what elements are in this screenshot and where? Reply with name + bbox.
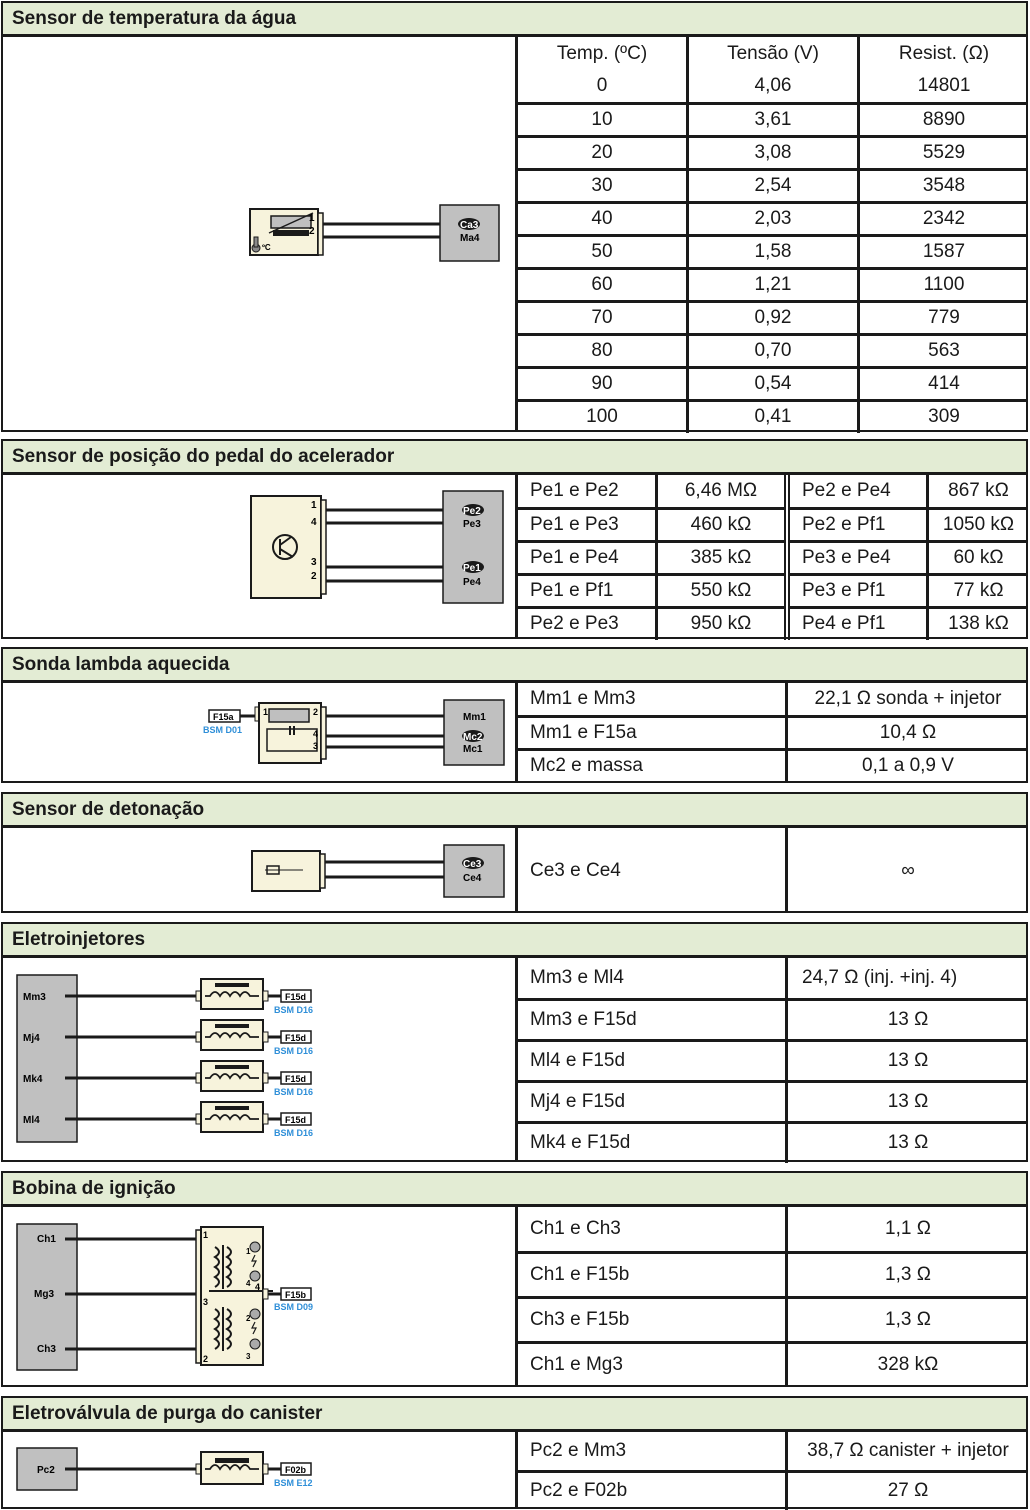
knock-table (518, 828, 1028, 913)
injector-core (215, 1024, 249, 1028)
table-cell: 2,54 (688, 169, 859, 202)
table-row (518, 202, 1028, 235)
pedal-table (518, 475, 1028, 640)
fuse-label: F15d (285, 1115, 307, 1125)
column-header: Temp. (ºC) (518, 37, 688, 70)
ecu-pin-label: Ce3 (463, 859, 482, 870)
pin-label: 1 (309, 213, 315, 224)
table-row (518, 683, 1028, 716)
plug-label: 4 (246, 1279, 251, 1288)
table-cell: 30 (518, 169, 688, 202)
ecu-pin-label: Pe1 (463, 563, 481, 574)
table-row (518, 716, 1028, 749)
table-cell: 24,7 Ω (inj. +inj. 4) (787, 958, 1029, 999)
table-cell: Pc2 e Mm3 (518, 1432, 787, 1471)
injectors-diagram (3, 958, 515, 1162)
table-row (518, 1207, 1028, 1252)
ecu-pin-label: Mc1 (463, 744, 483, 755)
unit-label: ºC (262, 243, 271, 252)
table-cell: 138 kΩ (948, 613, 1009, 635)
table-row (518, 268, 1028, 301)
table-cell: 14801 (859, 70, 1029, 103)
table-cell: 385 kΩ (657, 541, 788, 574)
spark-plug-icon (250, 1339, 260, 1349)
table-cell: 13 Ω (787, 1081, 1029, 1122)
table-row (518, 828, 1028, 913)
table-cell: 460 kΩ (657, 508, 788, 541)
pedal-sensor-diagram (3, 475, 515, 639)
ignition-coil-diagram (3, 1207, 515, 1387)
connector (263, 991, 268, 1001)
lambda-table (518, 683, 1028, 782)
table-cell: 414 (859, 367, 1029, 400)
table-cell: 6,46 MΩ (657, 475, 788, 508)
table-row (518, 169, 1028, 202)
ecu-pin-label: Pe2 (463, 506, 481, 517)
table-cell: Pe2 e Pe3 (518, 607, 657, 640)
table-cell: Pe3 e Pf1 (787, 574, 928, 607)
injector-core (215, 1106, 249, 1110)
table-row (518, 574, 1028, 607)
pin-label: 2 (309, 226, 315, 237)
table-row (518, 1122, 1028, 1163)
pin-label: 1 (263, 707, 269, 717)
fuse-label: F15d (285, 1033, 307, 1043)
table-cell: 1,3 Ω (787, 1297, 1029, 1342)
ecu-block (444, 845, 504, 897)
thermistor-base (273, 230, 309, 236)
ecu-pin-label: Pe3 (463, 519, 481, 530)
table-cell: 77 kΩ (928, 574, 1029, 607)
table-cell: Mj4 e F15d (518, 1081, 787, 1122)
connector (263, 1032, 268, 1042)
table-row (518, 70, 1028, 103)
wiring-diagram (3, 958, 518, 1160)
wiring-diagram (3, 828, 518, 911)
table-cell: Pe2 e Pe4 (787, 475, 928, 508)
section-coil (1, 1171, 1028, 1387)
section-lambda (1, 647, 1028, 783)
table-cell: 779 (859, 301, 1029, 334)
section-knock (1, 792, 1028, 913)
table-row (518, 508, 1028, 541)
ecu-pin-label: Ce4 (463, 873, 482, 884)
table-cell: 13 Ω (887, 1132, 929, 1154)
table-row (518, 400, 1028, 433)
wiring-diagram (3, 1207, 518, 1385)
table-row (518, 1297, 1028, 1342)
bsm-label: BSM D16 (274, 1046, 314, 1056)
injectors-table (518, 958, 1028, 1163)
section-header (3, 1398, 1026, 1432)
table-cell: 0,92 (688, 301, 859, 334)
table-cell: 1,3 Ω (787, 1252, 1029, 1297)
bsm-label: BSM E12 (274, 1478, 313, 1488)
pin-label: 4 (255, 1282, 261, 1292)
pin-label: 2 (313, 707, 319, 717)
table-cell: 8890 (859, 103, 1029, 136)
section-water-temp (1, 1, 1028, 432)
connector (320, 854, 325, 888)
pin-label: 3 (203, 1297, 209, 1307)
bsm-label: BSM D16 (274, 1128, 314, 1138)
connector (263, 1073, 268, 1083)
section-header (3, 649, 1026, 683)
pin-label: 1 (311, 500, 317, 511)
table-cell: Pe1 e Pe4 (518, 541, 657, 574)
table-cell: Mm3 e Ml4 (518, 958, 787, 999)
table-row (518, 1252, 1028, 1297)
table-cell: 1100 (859, 268, 1029, 301)
wiring-diagram (3, 37, 518, 430)
section-injectors (1, 922, 1028, 1162)
section-header (3, 1173, 1026, 1207)
table-cell: 0 (518, 70, 688, 103)
table-row (518, 235, 1028, 268)
spark-plug-icon (250, 1309, 260, 1319)
table-cell: Mm1 e F15a (518, 716, 787, 749)
table-cell: Ce3 e Ce4 (518, 828, 787, 913)
spark-plug-icon (250, 1242, 260, 1252)
table-cell: 0,1 a 0,9 V (862, 755, 954, 777)
table-row (518, 1040, 1028, 1081)
table-cell: 0,41 (688, 400, 859, 433)
ecu-pin-label: Mc2 (463, 732, 483, 743)
ecu-pin-label: Ma4 (460, 233, 480, 244)
table-row (518, 607, 1028, 640)
connector (321, 707, 326, 759)
table-cell: Pe2 e Pf1 (787, 508, 928, 541)
table-cell: Ml4 e F15d (518, 1040, 787, 1081)
fuse-label: F02b (285, 1465, 307, 1475)
plug-label: 1 (246, 1247, 251, 1256)
table-cell: 328 kΩ (877, 1354, 939, 1376)
ecu-pin-label: Pe4 (463, 577, 481, 588)
table-cell: 4,06 (688, 70, 859, 103)
table-cell: Pc2 e F02b (518, 1471, 787, 1510)
ecu-pin-label: Ca3 (460, 220, 479, 231)
pin-label: 1 (203, 1230, 209, 1240)
table-cell: 20 (518, 136, 688, 169)
section-header (3, 794, 1026, 828)
table-cell: Ch1 e Ch3 (518, 1207, 787, 1252)
table-cell: 13 Ω (787, 999, 1029, 1040)
pin-label: 3 (313, 741, 319, 751)
ecu-pin-label: Ml4 (23, 1115, 40, 1126)
ecu-pin-label: Mg3 (34, 1289, 54, 1300)
injector-core (215, 983, 249, 987)
column-header: Resist. (Ω) (898, 42, 990, 64)
table-cell: 13 Ω (787, 1040, 1029, 1081)
spark-plug-icon (250, 1271, 260, 1281)
lambda-sensor-diagram (3, 683, 515, 783)
table-cell: Mm3 e F15d (518, 999, 787, 1040)
table-cell: 3,08 (688, 136, 859, 169)
table-cell: 563 (859, 334, 1029, 367)
table-cell: 40 (518, 202, 688, 235)
table-cell: 10 (518, 103, 688, 136)
sensor-body (252, 851, 320, 891)
table-cell: 3548 (859, 169, 1029, 202)
table-cell: 3,61 (688, 103, 859, 136)
bsm-label: BSM D16 (274, 1005, 314, 1015)
section-pedal (1, 439, 1028, 639)
ecu-pin-label: Mk4 (23, 1074, 43, 1085)
section-title: Sonda lambda aquecida (12, 654, 230, 675)
connector (318, 213, 323, 255)
table-cell: Pe1 e Pf1 (518, 574, 657, 607)
connector (263, 1114, 268, 1124)
table-cell: 10,4 Ω (787, 716, 1029, 749)
table-cell: 50 (518, 235, 688, 268)
table-cell: 1,58 (688, 235, 859, 268)
fuse-label: F15a (213, 712, 234, 722)
table-cell: 0,54 (688, 367, 859, 400)
section-title: Eletroválvula de purga do canister (12, 1403, 323, 1424)
table-cell: 867 kΩ (928, 475, 1029, 508)
table-row (518, 1342, 1028, 1387)
table-row (518, 334, 1028, 367)
table-cell: 38,7 Ω canister + injetor (787, 1432, 1029, 1471)
sensor-body (251, 496, 321, 598)
ecu-pin-label: Pc2 (37, 1465, 55, 1476)
coil-table (518, 1207, 1028, 1387)
table-row (518, 749, 1028, 782)
table-row (518, 103, 1028, 136)
table-cell: 80 (518, 334, 688, 367)
table-cell: Pe1 e Pe2 (518, 475, 657, 508)
connector (321, 500, 326, 594)
pin-label: 4 (311, 517, 317, 528)
table-cell: 0,70 (688, 334, 859, 367)
plug-label: 2 (246, 1314, 251, 1323)
section-title: Bobina de ignição (12, 1178, 176, 1199)
table-row (518, 475, 1028, 508)
table-cell: 60 (518, 268, 688, 301)
knock-sensor-diagram (3, 828, 515, 913)
wiring-diagram (3, 683, 518, 781)
table-cell: Pe1 e Pe3 (518, 508, 657, 541)
table-row (518, 541, 1028, 574)
table-cell: 5529 (859, 136, 1029, 169)
thermistor-icon (271, 216, 311, 228)
canister-valve-diagram (3, 1432, 515, 1509)
table-cell: Pe4 e Pf1 (787, 607, 928, 640)
bsm-label: BSM D16 (274, 1087, 314, 1097)
section-header (3, 3, 1026, 37)
table-row (518, 367, 1028, 400)
table-cell: 1050 kΩ (928, 508, 1029, 541)
pin-label: 4 (313, 729, 319, 739)
water-temp-table (518, 37, 1028, 433)
table-cell: Ch1 e Mg3 (518, 1342, 787, 1387)
bsm-label: BSM D01 (203, 725, 243, 735)
table-row (518, 1081, 1028, 1122)
section-header (3, 441, 1026, 475)
table-cell: 2,03 (688, 202, 859, 235)
table-cell: Pe3 e Pe4 (787, 541, 928, 574)
pin-label: 3 (311, 557, 317, 568)
section-title: Sensor de detonação (12, 799, 205, 820)
table-cell: 1,21 (688, 268, 859, 301)
table-header-row (518, 37, 1028, 70)
heater-icon (269, 709, 309, 722)
table-row (518, 958, 1028, 999)
solenoid-core (215, 1458, 249, 1463)
wiring-diagram (3, 475, 518, 637)
table-cell: 1587 (859, 235, 1029, 268)
pin-label: 2 (203, 1354, 209, 1364)
table-cell: Ch1 e F15b (518, 1252, 787, 1297)
table-row (518, 999, 1028, 1040)
table-cell: 309 (928, 406, 960, 428)
table-cell: 100 (518, 400, 688, 433)
ecu-pin-label: Mj4 (23, 1033, 40, 1044)
section-canister (1, 1396, 1028, 1509)
wiring-diagram (3, 1432, 518, 1507)
canister-table (518, 1432, 1028, 1510)
ecu-pin-label: Mm3 (23, 992, 46, 1003)
table-cell: Ch3 e F15b (518, 1297, 787, 1342)
section-title: Sensor de temperatura da água (12, 8, 297, 29)
table-cell: ∞ (901, 859, 915, 881)
ecu-pin-label: Ch3 (37, 1344, 56, 1355)
table-row (518, 301, 1028, 334)
table-row (518, 1432, 1028, 1471)
table-cell: 950 kΩ (657, 607, 788, 640)
section-title: Sensor de posição do pedal do acelerador (12, 446, 395, 467)
pin-label: 2 (311, 571, 317, 582)
table-cell: 90 (518, 367, 688, 400)
section-title: Eletroinjetores (12, 929, 146, 950)
ecu-pin-label: Ch1 (37, 1234, 56, 1245)
injector-core (215, 1065, 249, 1069)
table-cell: Mk4 e F15d (518, 1122, 787, 1163)
table-row (518, 1471, 1028, 1510)
fuse-label: F15b (285, 1290, 307, 1300)
table-cell: 60 kΩ (928, 541, 1029, 574)
table-cell: 550 kΩ (657, 574, 788, 607)
table-cell: 22,1 Ω sonda + injetor (787, 683, 1029, 716)
table-row (518, 136, 1028, 169)
water-temp-sensor-diagram (3, 37, 515, 432)
table-cell: Mc2 e massa (518, 749, 787, 782)
plug-label: 3 (246, 1352, 251, 1361)
bsm-label: BSM D09 (274, 1302, 314, 1312)
table-cell: 1,1 Ω (787, 1207, 1029, 1252)
table-cell: 2342 (859, 202, 1029, 235)
table-cell: 70 (518, 301, 688, 334)
table-cell: 27 Ω (887, 1480, 929, 1502)
column-header: Tensão (V) (688, 37, 859, 70)
fuse-label: F15d (285, 992, 307, 1002)
table-cell: Mm1 e Mm3 (518, 683, 787, 716)
section-header (3, 924, 1026, 958)
fuse-label: F15d (285, 1074, 307, 1084)
ecu-pin-label: Mm1 (463, 712, 486, 723)
